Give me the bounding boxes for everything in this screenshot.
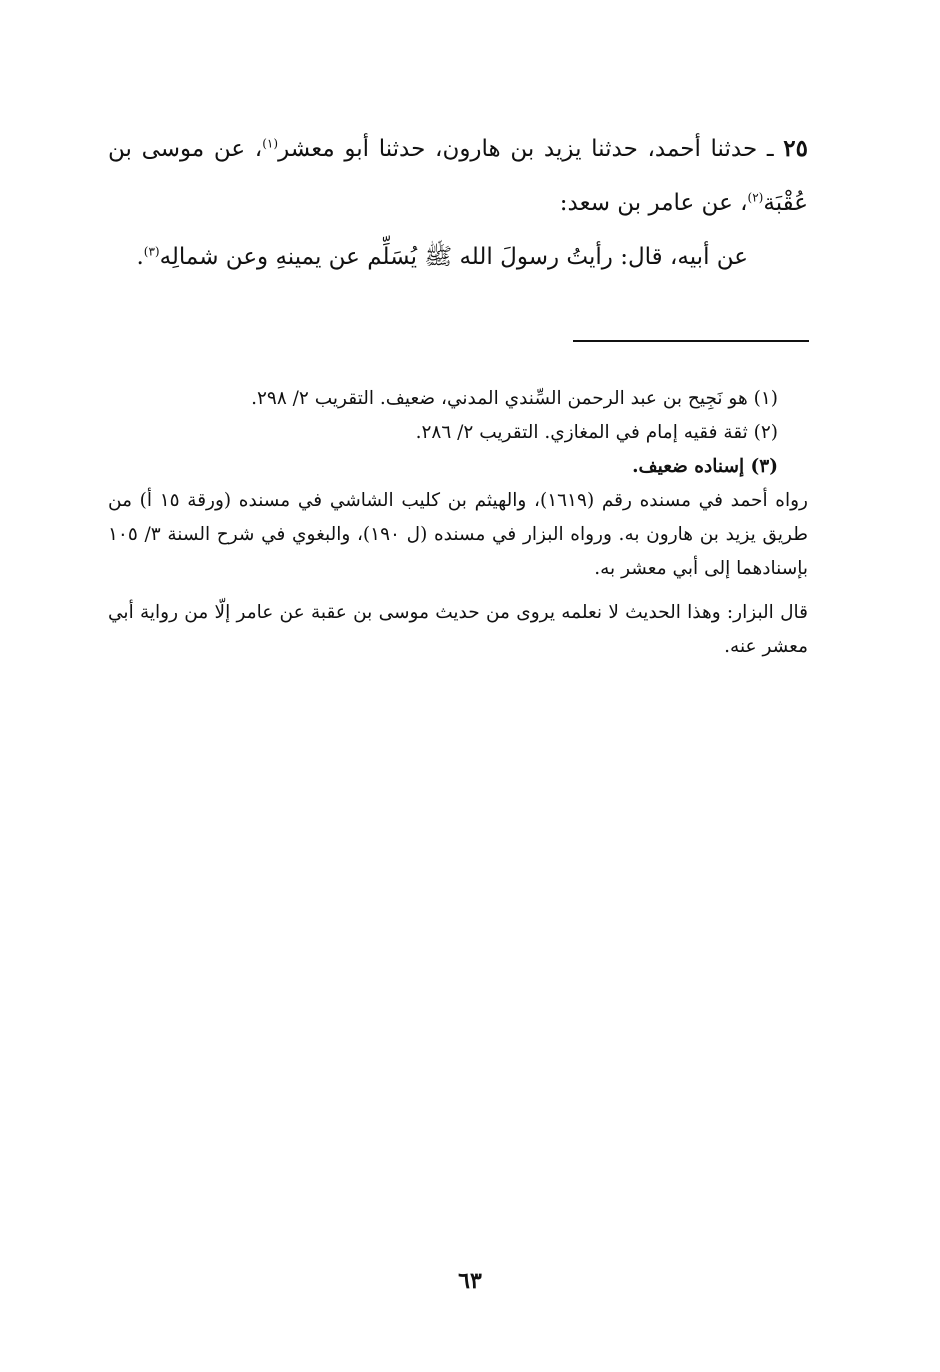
isnad-part-2: ، عن موسى بن عُقْبَة	[108, 136, 808, 216]
hadith-text	[108, 122, 808, 284]
footnote-3: (٣) إسناده ضعيف.	[632, 456, 778, 477]
takhrij-paragraph: رواه أحمد في مسنده رقم (١٦١٩)، والهيثم بن كليب الشاشي في مسنده (ورقة ١٥ أ) من طريق يزيد بن هارون به. ورواه البزار في مسنده (ل ١٩٠)، والبغوي في شرح السنة ٣/ ١٠٥ بإسنادهما إلى أبي معشر به.	[108, 490, 808, 579]
footnotes-section	[108, 382, 808, 664]
matn-paragraph	[108, 230, 808, 284]
hadith-number: ٢٥	[783, 135, 808, 162]
page-number: ٦٣	[458, 1268, 482, 1294]
footnote-1: (١) هو نَجِيح بن عبد الرحمن السِّندي المدني، ضعيف. التقريب ٢/ ٢٩٨.	[251, 388, 778, 409]
footnote-ref-3: (٣)	[143, 244, 160, 259]
hadith-paragraph	[108, 122, 808, 230]
matn-text: عن أبيه، قال: رأيتُ رسولَ الله ﷺ يُسَلِّم عن يمينهِ وعن شمالِه	[159, 244, 748, 270]
footnote-ref-2: (٢)	[747, 190, 764, 205]
bazzar-comment: قال البزار: وهذا الحديث لا نعلمه يروى من حديث موسى بن عقبة عن عامر إلّا من رواية أبي معشر عنه.	[108, 602, 808, 657]
isnad-part-3: ، عن عامر بن سعد:	[559, 190, 748, 216]
footnote-2: (٢) ثقة فقيه إمام في المغازي. التقريب ٢/ ٢٨٦.	[415, 422, 778, 443]
footnote-separator	[573, 340, 809, 342]
matn-end: .	[136, 244, 144, 270]
footnote-ref-1: (١)	[262, 136, 279, 151]
isnad-part-1: ـ حدثنا أحمد، حدثنا يزيد بن هارون، حدثنا أبو معشر	[278, 136, 774, 162]
